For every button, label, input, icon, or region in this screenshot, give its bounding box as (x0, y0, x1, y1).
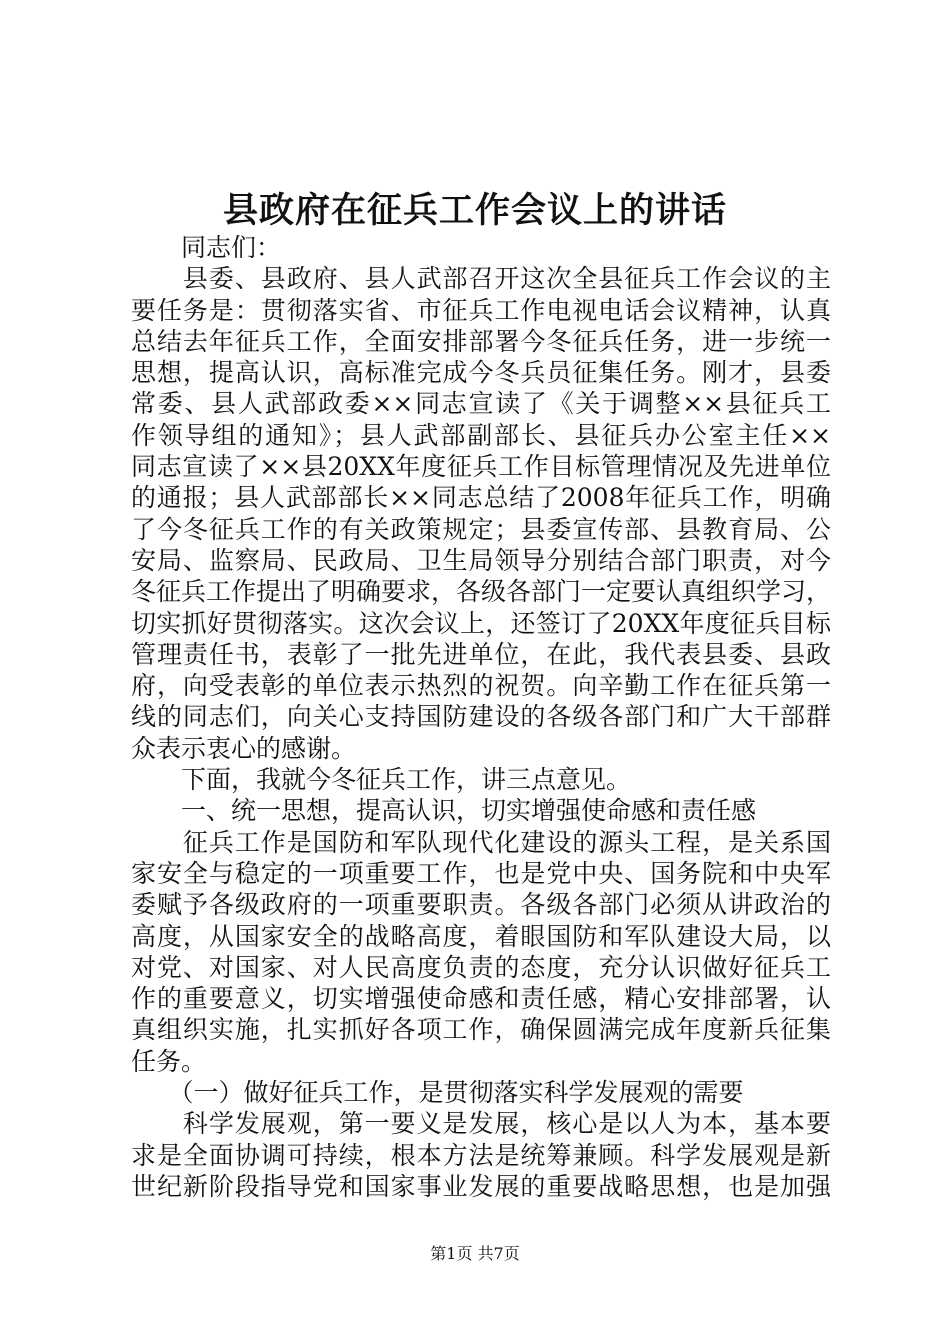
text-line: 思想，提高认识，高标准完成今冬兵员征集任务。刚才，县委 (131, 358, 831, 388)
subsection-heading: （一）做好征兵工作，是贯彻落实科学发展观的需要 (131, 1078, 744, 1108)
text-line: 作的重要意义，切实增强使命感和责任感，精心安排部署，认 (131, 984, 831, 1014)
text-line: 安局、监察局、民政局、卫生局领导分别结合部门职责，对今 (131, 545, 831, 575)
text-line: 对党、对国家、对人民高度负责的态度，充分认识做好征兵工 (131, 952, 831, 982)
text-line: 府，向受表彰的单位表示热烈的祝贺。向辛勤工作在征兵第一 (131, 671, 831, 701)
text-line: 切实抓好贯彻落实。这次会议上，还签订了20XX年度征兵目标 (131, 608, 831, 638)
section-heading: 一、统一思想，提高认识，切实增强使命感和责任感 (131, 796, 757, 826)
text-line: 征兵工作是国防和军队现代化建设的源头工程，是关系国 (131, 827, 831, 857)
text-line: 同志宣读了××县20XX年度征兵工作目标管理情况及先进单位 (131, 452, 831, 482)
text-line: 世纪新阶段指导党和国家事业发展的重要战略思想，也是加强 (131, 1171, 831, 1201)
text-line: 作领导组的通知》；县人武部副部长、县征兵办公室主任×× (131, 420, 831, 450)
text-line: 真组织实施，扎实抓好各项工作，确保圆满完成年度新兵征集 (131, 1015, 831, 1045)
text-line: 众表示衷心的感谢。 (131, 733, 357, 763)
document-title: 县政府在征兵工作会议上的讲话 (222, 190, 727, 231)
page-number-footer: 第1页 共7页 (430, 1244, 520, 1263)
text-line: 委赋予各级政府的一项重要职责。各级各部门必须从讲政治的 (131, 890, 831, 920)
text-line: 下面，我就今冬征兵工作，讲三点意见。 (131, 765, 632, 795)
text-line: 了今冬征兵工作的有关政策规定；县委宣传部、县教育局、公 (131, 514, 831, 544)
text-line: 任务。 (131, 1046, 207, 1076)
text-line: 高度，从国家安全的战略高度，着眼国防和军队建设大局，以 (131, 921, 831, 951)
text-line: 冬征兵工作提出了明确要求，各级各部门一定要认真组织学习， (131, 577, 832, 607)
text-line: 县委、县政府、县人武部召开这次全县征兵工作会议的主 (131, 264, 831, 294)
document-body (131, 232, 831, 1202)
text-line: 的通报；县人武部部长××同志总结了2008年征兵工作，明确 (131, 483, 831, 513)
text-line: 常委、县人武部政委××同志宣读了《关于调整××县征兵工 (131, 389, 831, 419)
text-line: 要任务是：贯彻落实省、市征兵工作电视电话会议精神，认真 (131, 295, 831, 325)
text-line: 家安全与稳定的一项重要工作，也是党中央、国务院和中央军 (131, 858, 831, 888)
text-line: 线的同志们，向关心支持国防建设的各级各部门和广大干部群 (131, 702, 831, 732)
text-line: 管理责任书，表彰了一批先进单位，在此，我代表县委、县政 (131, 639, 831, 669)
text-line: 同志们： (131, 233, 282, 262)
text-line: 总结去年征兵工作，全面安排部署今冬征兵任务，进一步统一 (131, 326, 831, 356)
text-line: 求是全面协调可持续，根本方法是统筹兼顾。科学发展观是新 (131, 1140, 831, 1170)
text-line: 科学发展观，第一要义是发展，核心是以人为本，基本要 (131, 1109, 831, 1139)
